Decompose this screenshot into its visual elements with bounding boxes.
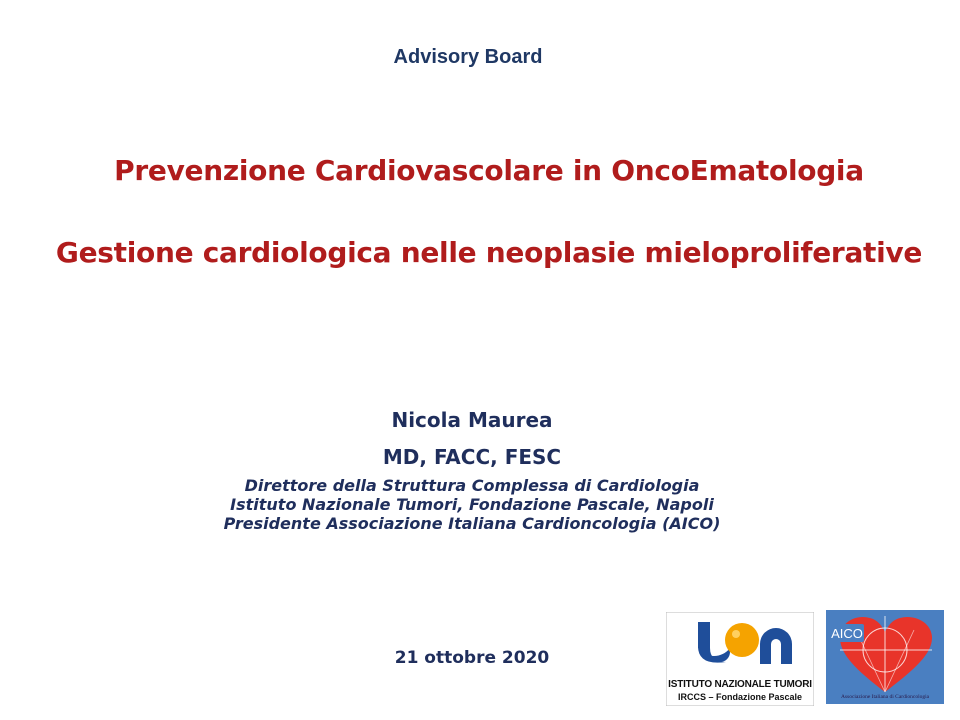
author-qualifications: MD, FACC, FESC [382, 445, 562, 469]
advisory-board-header: Advisory Board [393, 46, 543, 68]
presentation-title: Prevenzione Cardiovascolare in OncoEmatologia [114, 154, 864, 187]
aico-heart-icon [826, 610, 944, 704]
author-role: Istituto Nazionale Tumori, Fondazione Pascale, Napoli [230, 495, 714, 514]
aico-logo [826, 610, 944, 704]
int-logo-subcaption: IRCCS – Fondazione Pascale [677, 692, 803, 702]
author-role: Direttore della Struttura Complessa di Cardiologia [244, 476, 700, 495]
author-role: Presidente Associazione Italiana Cardioncologia (AICO) [223, 514, 721, 533]
aico-subtitle: Associazione Italiana di Cardioncologia [840, 694, 930, 700]
author-name: Nicola Maurea [391, 408, 553, 432]
int-logo-caption: ISTITUTO NAZIONALE TUMORI [668, 679, 812, 690]
aico-badge-text: AICO [831, 626, 863, 641]
author-roles [0, 476, 944, 533]
presentation-date: 21 ottobre 2020 [394, 648, 550, 668]
presentation-subtitle: Gestione cardiologica nelle neoplasie mieloproliferative [55, 236, 923, 269]
